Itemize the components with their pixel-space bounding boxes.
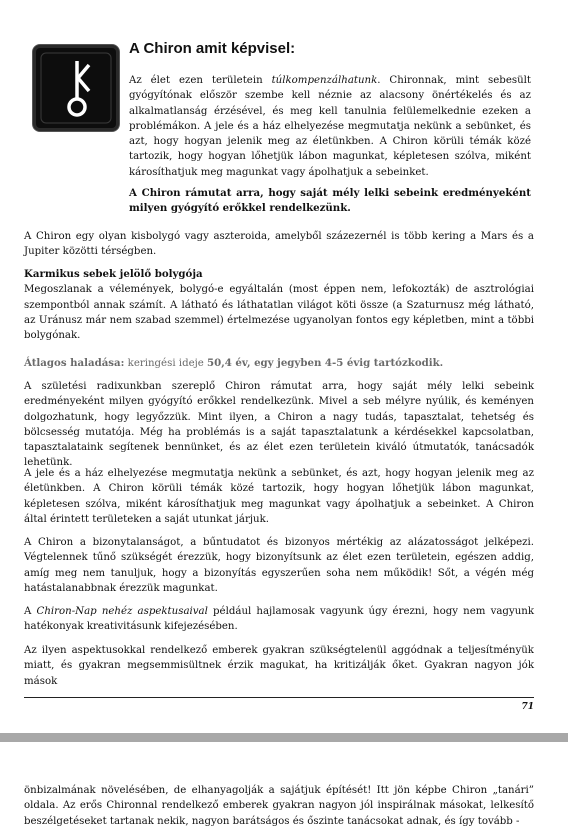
page-title: A Chiron amit képvisel: bbox=[129, 40, 296, 57]
average-motion-line: Átlagos haladása: keringési ideje 50,4 év, egy jegyben 4-5 évig tartózkodik. bbox=[24, 357, 444, 369]
insecurity-paragraph: A Chiron a bizonytalanságot, a bűntudatot és bizonyos mértékig az alázatosságot jelképezi. Végtelennek tűnő szükségét érezzük, hogy bizonyítsunk az élet ezen területein, egészen addig, amíg meg nem tanuljuk, hogy a bizonyítás egyszerűen soha nem működik! Sőt, a végén még hatástalanabbnak érezzük magunkat. bbox=[24, 537, 534, 594]
emphasis-paragraph: A Chiron rámutat arra, hogy saját mély lelki sebeink eredményeként milyen gyógyító erőkkel rendelkezünk. bbox=[129, 187, 531, 215]
karmic-section bbox=[24, 267, 534, 343]
section-heading: Karmikus sebek jelölő bolygója bbox=[24, 268, 203, 280]
aspects-paragraph: Az ilyen aspektusokkal rendelkező emberek gyakran szükségtelenül aggódnak a teljesítményük miatt, és gyakran megsemmisültnek érzik magukat, ha kritizálják őket. Gyakran nagyon jók mások bbox=[24, 645, 534, 687]
karmic-paragraph: Megoszlanak a vélemények, bolygó-e egyáltalán (most éppen nem, lefokozták) de asztrológiai szempontból annak számít. A látható és láthatatlan világot köti össze (a Szaturnusz még látható, az Uránusz már nem szabad szemmel) értelmezése ugyanolyan fontos egy képletben, mint a többi bolygónak. bbox=[24, 284, 534, 342]
chiron-sun-paragraph: A Chiron-Nap nehéz aspektusaival például hajlamosak vagyunk úgy érezni, hogy nem vagyunk hatékonyak kreativitásunk kifejezésében. bbox=[24, 606, 534, 633]
page-separator bbox=[0, 733, 568, 742]
next-page-paragraph: önbizalmának növelésében, de elhanyagolják a sajátjuk építését! Itt jön képbe Chiron „tanári” oldala. Az erős Chironnal rendelkező emberek gyakran nagyon jól inspirálnak másokat, lelkesítő beszélgetéseket tartanak nekik, nagyon barátságos és őszinte tanácsokat adnak, és így tovább - bbox=[24, 785, 534, 827]
natal-paragraph: A születési radixunkban szereplő Chiron rámutat arra, hogy saját mély lelki sebeink eredményeként milyen gyógyító erőkkel rendelkezünk. Mivel a seb mélyre nyúlik, és keményen dolgozhatunk, hogy legyőzzük. Mint ilyen, a Chiron a nagy tudás, tapasztalat, tehetség és bölcsesség mutatója. Még ha problémás is a saját tapasztalatunk a kérdésekkel kapcsolatban, tapasztalataink segítenek bennünket, és az élet ezen területein kiváló útmutatók, tanácsadók lehetünk. bbox=[24, 381, 534, 469]
intro-paragraph: Az élet ezen területein túlkompenzálhatunk. Chironnak, mint sebesült gyógyítónak először szembe kell néznie az alacsony önértékelés és az alkalmatlanság érzésével, és meg kell tanulnia felülemelkednie ezeken a problémákon. A jele és a ház elhelyezése megmutatja nekünk a sebünket, és azt, hogy hogyan jelenik meg az életünkben. A Chiron körüli témák közé tartozik, hogy hogyan lőhetjük lábon magunkat, képletesen szólva, miként károsíthatjuk meg magunkat vagy ápolhatjuk a sebeinket. bbox=[129, 75, 532, 178]
footer-rule bbox=[24, 697, 534, 698]
chiron-symbol-icon bbox=[33, 45, 119, 131]
sign-house-paragraph: A jele és a ház elhelyezése megmutatja nekünk a sebünket, és azt, hogy hogyan jelenik meg az életünkben. A Chiron körüli témák közé tartozik, hogy hogyan lőhetjük lábon magunkat, képletesen szólva, miként károsíthatjuk meg magunkat vagy ápolhatjuk a sebeinket. A Chiron által érintett területeken a saját utunkat járjuk. bbox=[24, 468, 534, 525]
chiron-logo bbox=[32, 44, 120, 132]
page-number: 71 bbox=[521, 702, 534, 712]
asteroid-paragraph: A Chiron egy olyan kisbolygó vagy aszteroida, amelyből százezernél is több kering a Mars és a Jupiter közötti térségben. bbox=[24, 231, 534, 258]
